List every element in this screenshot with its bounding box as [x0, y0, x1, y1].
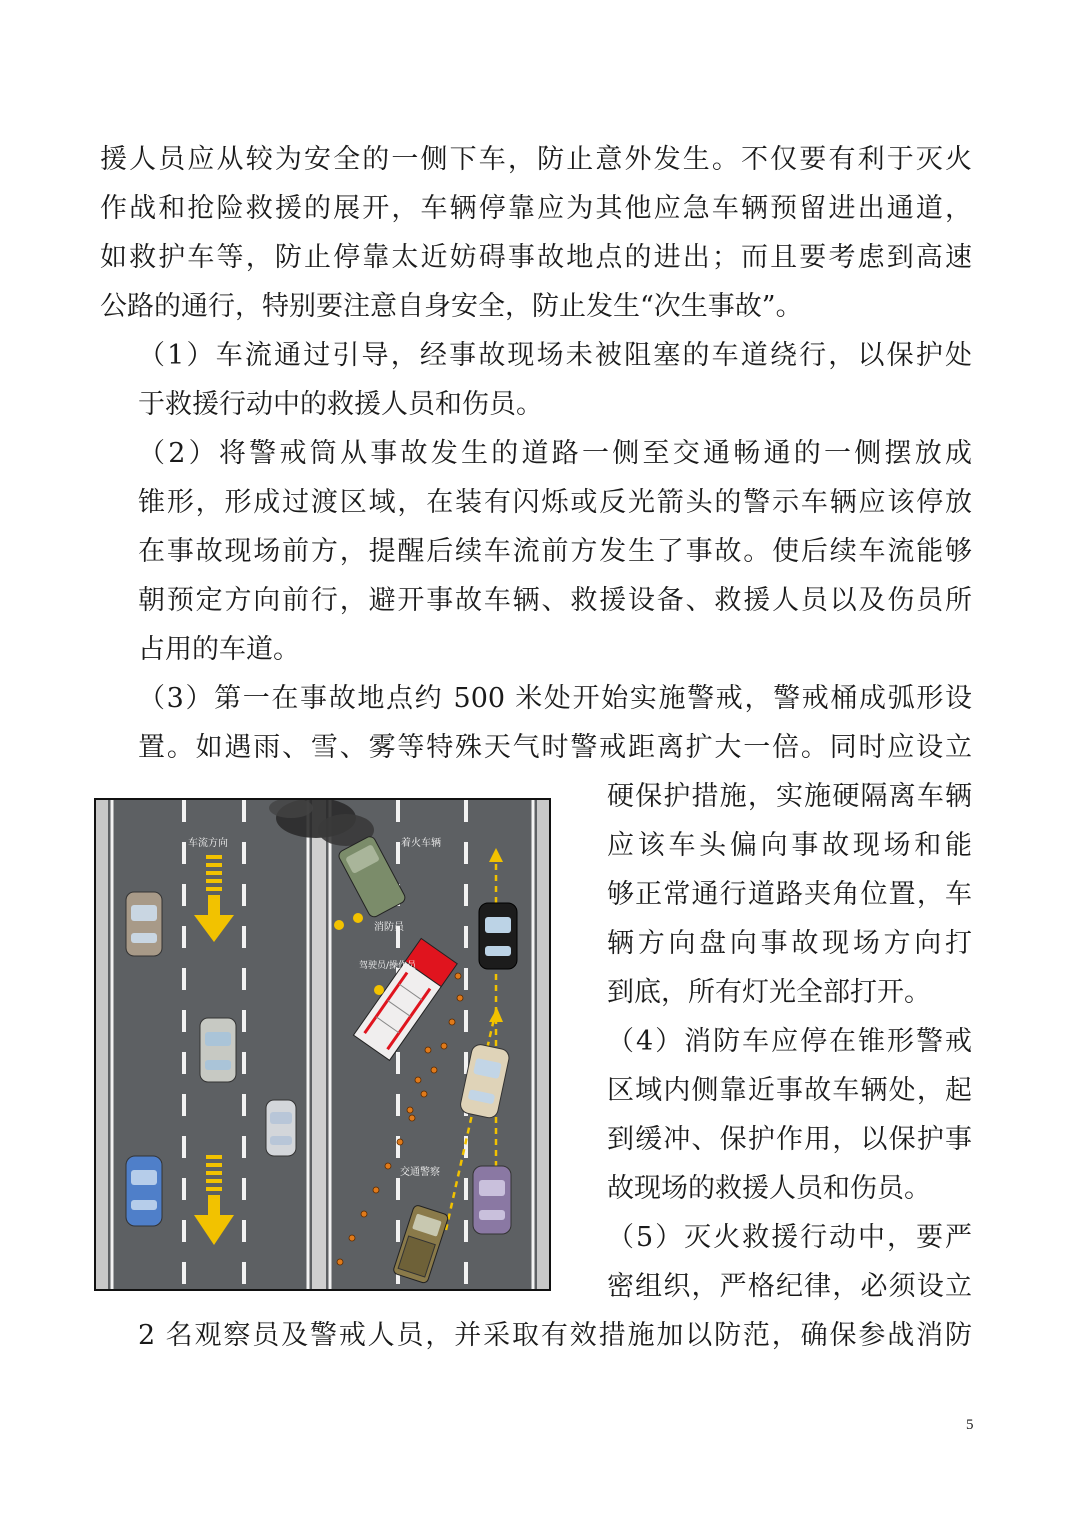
item5-line-3: 2 名观察员及警戒人员，并采取有效措施加以防范，确保参战消防	[138, 1320, 972, 1351]
item4-line-2: 区域内侧靠近事故车辆处，起	[607, 1075, 972, 1106]
item2-line-5: 占用的车道。	[138, 634, 300, 665]
item3-line-5: 够正常通行道路夹角位置，车	[607, 879, 972, 910]
person-icon	[353, 913, 363, 923]
item1-line-2: 于救援行动中的救援人员和伤员。	[138, 389, 543, 420]
traffic-direction-label: 车流方向	[188, 838, 228, 849]
person-icon	[374, 985, 384, 995]
item4-line-1: （4）消防车应停在锥形警戒	[607, 1026, 972, 1057]
driver-operator-label: 驾驶员/操作员	[359, 961, 417, 971]
item3-line-4: 应该车头偏向事故现场和能	[607, 830, 972, 861]
car-icon	[266, 1100, 296, 1156]
item3-line-3: 硬保护措施，实施硬隔离车辆	[607, 781, 972, 812]
intro-line-1: 援人员应从较为安全的一侧下车，防止意外发生。不仅要有利于灭火	[100, 144, 972, 175]
intro-line-3: 如救护车等，防止停靠太近妨碍事故地点的进出；而且要考虑到高速	[100, 242, 972, 273]
car-icon	[479, 903, 517, 969]
item3-line-2: 置。如遇雨、雪、雾等特殊天气时警戒距离扩大一倍。同时应设立	[138, 732, 972, 763]
intro-line-2: 作战和抢险救援的展开，车辆停靠应为其他应急车辆预留进出通道，	[100, 193, 972, 224]
item4-line-4: 故现场的救援人员和伤员。	[607, 1173, 931, 1204]
item2-line-1: （2）将警戒筒从事故发生的道路一侧至交通畅通的一侧摆放成	[138, 438, 972, 469]
item2-line-2: 锥形，形成过渡区域，在装有闪烁或反光箭头的警示车辆应该停放	[138, 487, 972, 518]
car-icon	[126, 1156, 162, 1226]
page-number: 5	[966, 1417, 974, 1433]
car-icon	[126, 892, 162, 956]
item2-line-4: 朝预定方向前行，避开事故车辆、救援设备、救援人员以及伤员所	[138, 585, 972, 616]
traffic-control-diagram	[94, 798, 551, 1291]
item1-line-1: （1）车流通过引导，经事故现场未被阻塞的车道绕行，以保护处	[138, 340, 972, 371]
firefighter-label: 消防员	[374, 922, 404, 933]
median-strip	[312, 800, 326, 1289]
item5-line-2: 密组织，严格纪律，必须设立	[607, 1271, 972, 1302]
item2-line-3: 在事故现场前方，提醒后续车流前方发生了事故。使后续车流能够	[138, 536, 972, 567]
item3-line-1: （3）第一在事故地点约 500 米处开始实施警戒，警戒桶成弧形设	[138, 683, 972, 714]
item4-line-3: 到缓冲、保护作用，以保护事	[607, 1124, 972, 1155]
car-icon	[473, 1166, 511, 1234]
accident-vehicle-label: 着火车辆	[401, 838, 441, 849]
item3-line-7: 到底，所有灯光全部打开。	[607, 977, 931, 1008]
intro-line-4: 公路的通行，特别要注意自身安全，防止发生“次生事故”。	[100, 291, 803, 322]
traffic-police-label: 交通警察	[400, 1167, 440, 1178]
person-icon	[334, 920, 344, 930]
item5-line-1: （5）灭火救援行动中，要严	[607, 1222, 972, 1253]
car-icon	[200, 1018, 236, 1082]
item3-line-6: 辆方向盘向事故现场方向打	[607, 928, 972, 959]
